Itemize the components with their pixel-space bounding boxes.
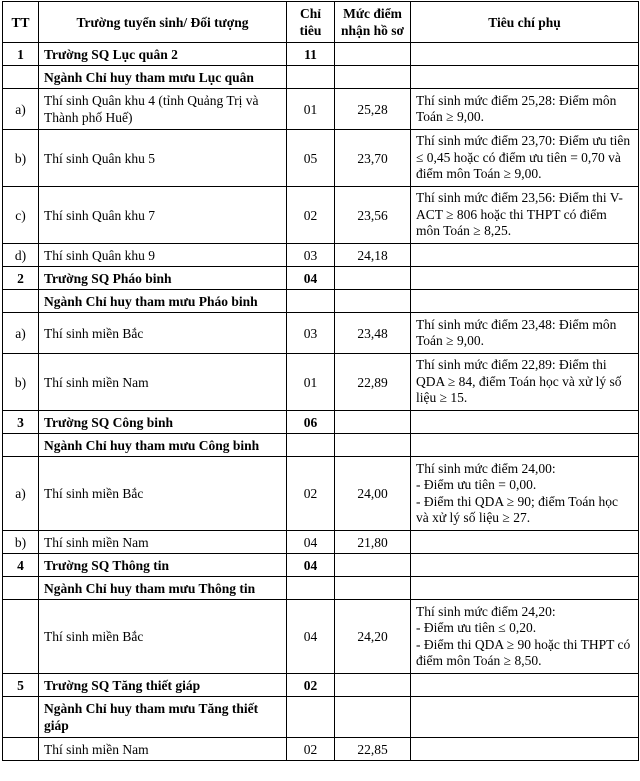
cell-school: Trường SQ Công binh: [39, 411, 287, 434]
cell-muc-diem: 22,85: [335, 738, 411, 761]
cell-tt: 1: [3, 43, 39, 66]
cell-chi-tieu: 05: [287, 130, 335, 187]
cell-muc-diem: [335, 290, 411, 313]
table-row: [3, 457, 639, 531]
header-row: [3, 2, 639, 43]
cell-muc-diem: 23,70: [335, 130, 411, 187]
table-row: [3, 187, 639, 244]
cell-tt: b): [3, 531, 39, 554]
cell-tieu-chi: Thí sinh mức điểm 25,28: Điểm môn Toán ≥ 9,00.: [411, 89, 639, 130]
cell-tieu-chi: [411, 43, 639, 66]
cell-muc-diem: [335, 434, 411, 457]
cell-muc-diem: 21,80: [335, 531, 411, 554]
cell-chi-tieu: 04: [287, 554, 335, 577]
table-row: [3, 244, 639, 267]
cell-tt: [3, 290, 39, 313]
cell-tieu-chi: Thí sinh mức điểm 22,89: Điểm thi QDA ≥ 84, điểm Toán học và xử lý số liệu ≥ 15.: [411, 354, 639, 411]
cell-chi-tieu: 02: [287, 674, 335, 697]
school-row: [3, 674, 639, 697]
cell-chi-tieu: [287, 66, 335, 89]
cell-tt: d): [3, 244, 39, 267]
table-row: [3, 738, 639, 761]
cell-major: Ngành Chỉ huy tham mưu Thông tin: [39, 577, 287, 600]
cell-tt: [3, 600, 39, 674]
cell-chi-tieu: [287, 434, 335, 457]
cell-candidate: Thí sinh Quân khu 4 (tỉnh Quảng Trị và Thành phố Huế): [39, 89, 287, 130]
criteria-line: Thí sinh mức điểm 24,20:: [416, 603, 556, 619]
cell-chi-tieu: 02: [287, 457, 335, 531]
cell-tieu-chi: [411, 531, 639, 554]
cell-muc-diem: 25,28: [335, 89, 411, 130]
header-tieu-chi: Tiêu chí phụ: [411, 2, 639, 43]
table-row: [3, 89, 639, 130]
cell-candidate: Thí sinh Quân khu 5: [39, 130, 287, 187]
table-row: [3, 313, 639, 354]
cell-muc-diem: 23,48: [335, 313, 411, 354]
cell-muc-diem: [335, 66, 411, 89]
cell-tt: 2: [3, 267, 39, 290]
cell-tt: c): [3, 187, 39, 244]
cell-muc-diem: [335, 577, 411, 600]
cell-tt: 5: [3, 674, 39, 697]
criteria-line: - Điểm ưu tiên ≤ 0,20.: [416, 620, 537, 635]
cell-chi-tieu: 01: [287, 89, 335, 130]
cell-chi-tieu: 04: [287, 600, 335, 674]
cell-chi-tieu: [287, 697, 335, 738]
cell-tt: 4: [3, 554, 39, 577]
major-row: [3, 697, 639, 738]
cell-tt: [3, 697, 39, 738]
cell-tt: [3, 738, 39, 761]
cell-school: Trường SQ Pháo binh: [39, 267, 287, 290]
cell-chi-tieu: 11: [287, 43, 335, 66]
cell-candidate: Thí sinh miền Bắc: [39, 600, 287, 674]
cell-muc-diem: [335, 697, 411, 738]
cell-tieu-chi: [411, 434, 639, 457]
header-muc-diem: Mức điểm nhận hồ sơ: [335, 2, 411, 43]
cell-tt: a): [3, 457, 39, 531]
header-tt: TT: [3, 2, 39, 43]
cell-major: Ngành Chỉ huy tham mưu Pháo binh: [39, 290, 287, 313]
cell-tt: a): [3, 313, 39, 354]
cell-candidate: Thí sinh Quân khu 9: [39, 244, 287, 267]
admission-score-table: [2, 1, 639, 761]
cell-tt: [3, 577, 39, 600]
cell-tieu-chi: [411, 697, 639, 738]
table-row: [3, 531, 639, 554]
cell-candidate: Thí sinh miền Nam: [39, 354, 287, 411]
cell-tieu-chi: [411, 66, 639, 89]
cell-school: Trường SQ Thông tin: [39, 554, 287, 577]
cell-candidate: Thí sinh miền Nam: [39, 531, 287, 554]
cell-tieu-chi: Thí sinh mức điểm 23,56: Điểm thi V-ACT ≥ 806 hoặc thi THPT có điểm môn Toán ≥ 8,25.: [411, 187, 639, 244]
header-truong: Trường tuyển sinh/ Đối tượng: [39, 2, 287, 43]
cell-tieu-chi: [411, 457, 639, 531]
cell-muc-diem: 24,00: [335, 457, 411, 531]
cell-candidate: Thí sinh Quân khu 7: [39, 187, 287, 244]
cell-tt: 3: [3, 411, 39, 434]
table-row: [3, 354, 639, 411]
cell-candidate: Thí sinh miền Bắc: [39, 457, 287, 531]
cell-chi-tieu: 03: [287, 313, 335, 354]
table-row: [3, 600, 639, 674]
cell-school: Trường SQ Lục quân 2: [39, 43, 287, 66]
criteria-line: Thí sinh mức điểm 24,00:: [416, 460, 556, 476]
table-row: [3, 130, 639, 187]
cell-muc-diem: 24,18: [335, 244, 411, 267]
cell-chi-tieu: 04: [287, 267, 335, 290]
cell-tieu-chi: [411, 267, 639, 290]
cell-tieu-chi: [411, 290, 639, 313]
cell-tt: [3, 434, 39, 457]
school-row: [3, 267, 639, 290]
cell-tieu-chi: [411, 554, 639, 577]
cell-muc-diem: 22,89: [335, 354, 411, 411]
cell-major: Ngành Chỉ huy tham mưu Công binh: [39, 434, 287, 457]
cell-chi-tieu: 02: [287, 738, 335, 761]
criteria-line: - Điểm ưu tiên = 0,00.: [416, 477, 537, 492]
cell-tt: [3, 66, 39, 89]
cell-tt: b): [3, 354, 39, 411]
cell-major: Ngành Chỉ huy tham mưu Lục quân: [39, 66, 287, 89]
cell-tieu-chi: [411, 600, 639, 674]
cell-chi-tieu: 02: [287, 187, 335, 244]
cell-chi-tieu: 04: [287, 531, 335, 554]
school-row: [3, 554, 639, 577]
cell-chi-tieu: [287, 577, 335, 600]
major-row: [3, 434, 639, 457]
cell-chi-tieu: 06: [287, 411, 335, 434]
criteria-line: - Điểm thi QDA ≥ 90 hoặc thi THPT có điểm môn Toán ≥ 8,50.: [416, 636, 631, 668]
cell-tieu-chi: [411, 411, 639, 434]
cell-muc-diem: 24,20: [335, 600, 411, 674]
major-row: [3, 290, 639, 313]
cell-tt: a): [3, 89, 39, 130]
header-chi-tieu: Chỉ tiêu: [287, 2, 335, 43]
cell-muc-diem: 23,56: [335, 187, 411, 244]
cell-school: Trường SQ Tăng thiết giáp: [39, 674, 287, 697]
cell-muc-diem: [335, 411, 411, 434]
school-row: [3, 411, 639, 434]
cell-muc-diem: [335, 43, 411, 66]
cell-major: Ngành Chỉ huy tham mưu Tăng thiết giáp: [39, 697, 287, 738]
cell-tieu-chi: [411, 674, 639, 697]
cell-tieu-chi: Thí sinh mức điểm 23,70: Điểm ưu tiên ≤ 0,45 hoặc có điểm ưu tiên = 0,70 và điểm môn Toán ≥ 9,00.: [411, 130, 639, 187]
major-row: [3, 577, 639, 600]
cell-muc-diem: [335, 267, 411, 290]
cell-tieu-chi: [411, 244, 639, 267]
cell-tieu-chi: [411, 577, 639, 600]
cell-chi-tieu: 03: [287, 244, 335, 267]
major-row: [3, 66, 639, 89]
cell-muc-diem: [335, 554, 411, 577]
cell-chi-tieu: [287, 290, 335, 313]
cell-candidate: Thí sinh miền Nam: [39, 738, 287, 761]
cell-tieu-chi: [411, 738, 639, 761]
school-row: [3, 43, 639, 66]
cell-candidate: Thí sinh miền Bắc: [39, 313, 287, 354]
cell-tt: b): [3, 130, 39, 187]
cell-chi-tieu: 01: [287, 354, 335, 411]
cell-muc-diem: [335, 674, 411, 697]
cell-tieu-chi: Thí sinh mức điểm 23,48: Điểm môn Toán ≥ 9,00.: [411, 313, 639, 354]
criteria-line: - Điểm thi QDA ≥ 90; điểm Toán học và xử lý số liệu ≥ 27.: [416, 493, 618, 525]
